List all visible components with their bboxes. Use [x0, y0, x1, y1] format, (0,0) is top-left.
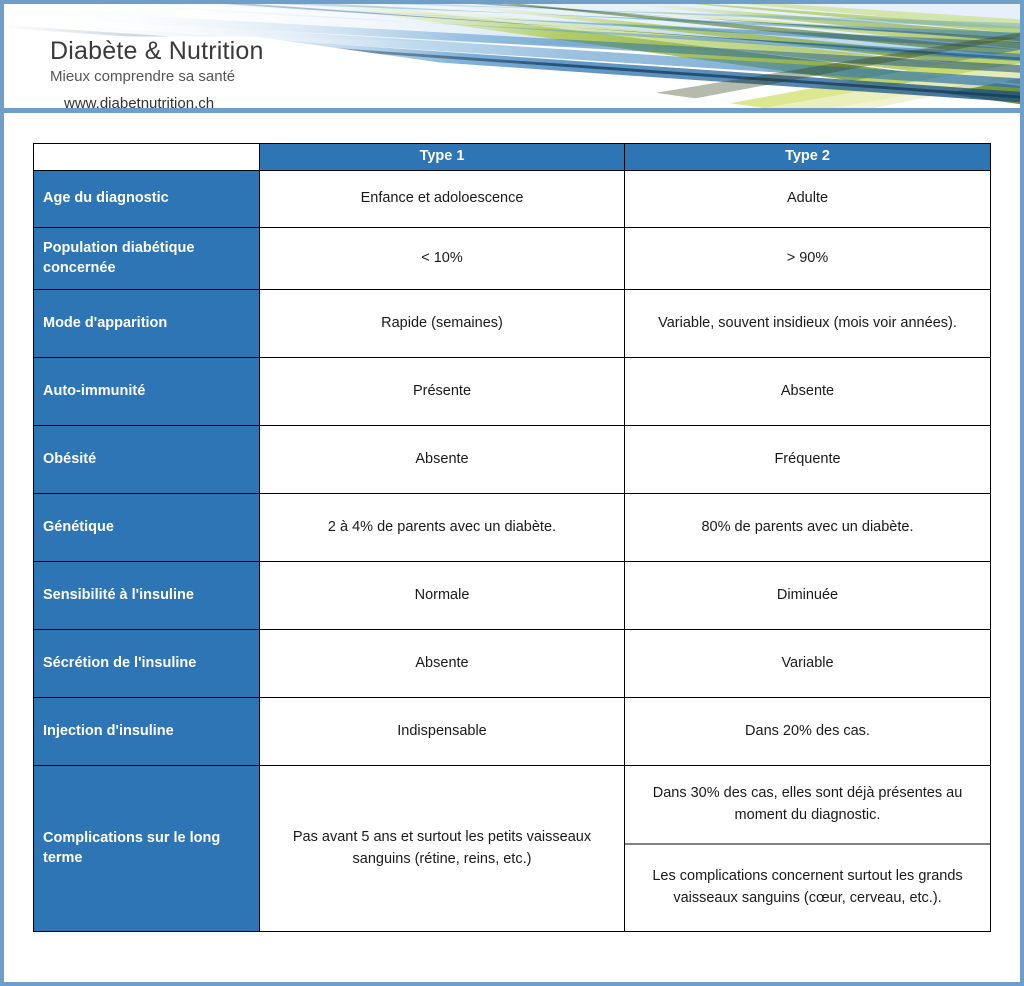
comparison-table-container: [33, 143, 990, 932]
table-row: [34, 358, 991, 426]
cell-type1-mode-d-apparition: Rapide (semaines): [260, 290, 625, 358]
column-header-type-1: Type 1: [260, 144, 625, 171]
cell-type2-sensibilite-a-l-insuline: Diminuée: [625, 562, 991, 630]
row-label-genetique: Génétique: [34, 494, 260, 562]
row-label-age-du-diagnostic: Age du diagnostic: [34, 171, 260, 228]
table-row: [34, 228, 991, 290]
table-row: [34, 766, 991, 932]
row-label-mode-d-apparition: Mode d'apparition: [34, 290, 260, 358]
table-row: [34, 494, 991, 562]
row-label-auto-immunite: Auto-immunité: [34, 358, 260, 426]
diabetes-type-comparison-table: [33, 143, 991, 932]
cell-type2-auto-immunite: Absente: [625, 358, 991, 426]
cell-type1-injection-d-insuline: Indispensable: [260, 698, 625, 766]
table-row: [34, 290, 991, 358]
cell-type2-complications-note-1: Dans 30% des cas, elles sont déjà présentes au moment du diagnostic.: [625, 766, 990, 845]
row-label-obesite: Obésité: [34, 426, 260, 494]
cell-type1-age-du-diagnostic: Enfance et adoloescence: [260, 171, 625, 228]
cell-type2-secretion-de-l-insuline: Variable: [625, 630, 991, 698]
table-row: [34, 630, 991, 698]
cell-type1-obesite: Absente: [260, 426, 625, 494]
cell-type2-population-diabetique-concernee: > 90%: [625, 228, 991, 290]
table-corner-cell: [34, 144, 260, 171]
cell-type1-sensibilite-a-l-insuline: Normale: [260, 562, 625, 630]
table-header-row: [34, 144, 991, 171]
cell-type1-genetique: 2 à 4% de parents avec un diabète.: [260, 494, 625, 562]
table-row: [34, 562, 991, 630]
cell-type2-injection-d-insuline: Dans 20% des cas.: [625, 698, 991, 766]
table-row: [34, 698, 991, 766]
row-label-injection-d-insuline: Injection d'insuline: [34, 698, 260, 766]
cell-type2-complications-sur-le-long-terme: [625, 766, 991, 932]
row-label-population-diabetique-concernee: Population diabétique concernée: [34, 228, 260, 290]
row-label-sensibilite-a-l-insuline: Sensibilité à l'insuline: [34, 562, 260, 630]
brand: [50, 38, 264, 113]
cell-type1-auto-immunite: Présente: [260, 358, 625, 426]
table-row: [34, 171, 991, 228]
table-row: [34, 426, 991, 494]
cell-type2-complications-note-2: Les complications concernent surtout les grands vaisseaux sanguins (cœur, cerveau, etc.).: [652, 867, 963, 906]
row-label-complications-sur-le-long-terme: Complications sur le long terme: [34, 766, 260, 932]
brand-title: Diabète & Nutrition: [50, 37, 264, 65]
cell-type2-genetique: 80% de parents avec un diabète.: [625, 494, 991, 562]
brand-tagline: Mieux comprendre sa santé: [50, 67, 236, 85]
cell-type1-secretion-de-l-insuline: Absente: [260, 630, 625, 698]
cell-type1-population-diabetique-concernee: < 10%: [260, 228, 625, 290]
site-header: [4, 4, 1020, 113]
brand-website-url: www.diabetnutrition.ch: [64, 94, 215, 112]
cell-type1-complications-sur-le-long-terme: Pas avant 5 ans et surtout les petits vaisseaux sanguins (rétine, reins, etc.): [260, 766, 625, 932]
cell-type2-age-du-diagnostic: Adulte: [625, 171, 991, 228]
column-header-type-2: Type 2: [625, 144, 991, 171]
cell-type2-mode-d-apparition: Variable, souvent insidieux (mois voir années).: [625, 290, 991, 358]
cell-type2-obesite: Fréquente: [625, 426, 991, 494]
row-label-secretion-de-l-insuline: Sécrétion de l'insuline: [34, 630, 260, 698]
